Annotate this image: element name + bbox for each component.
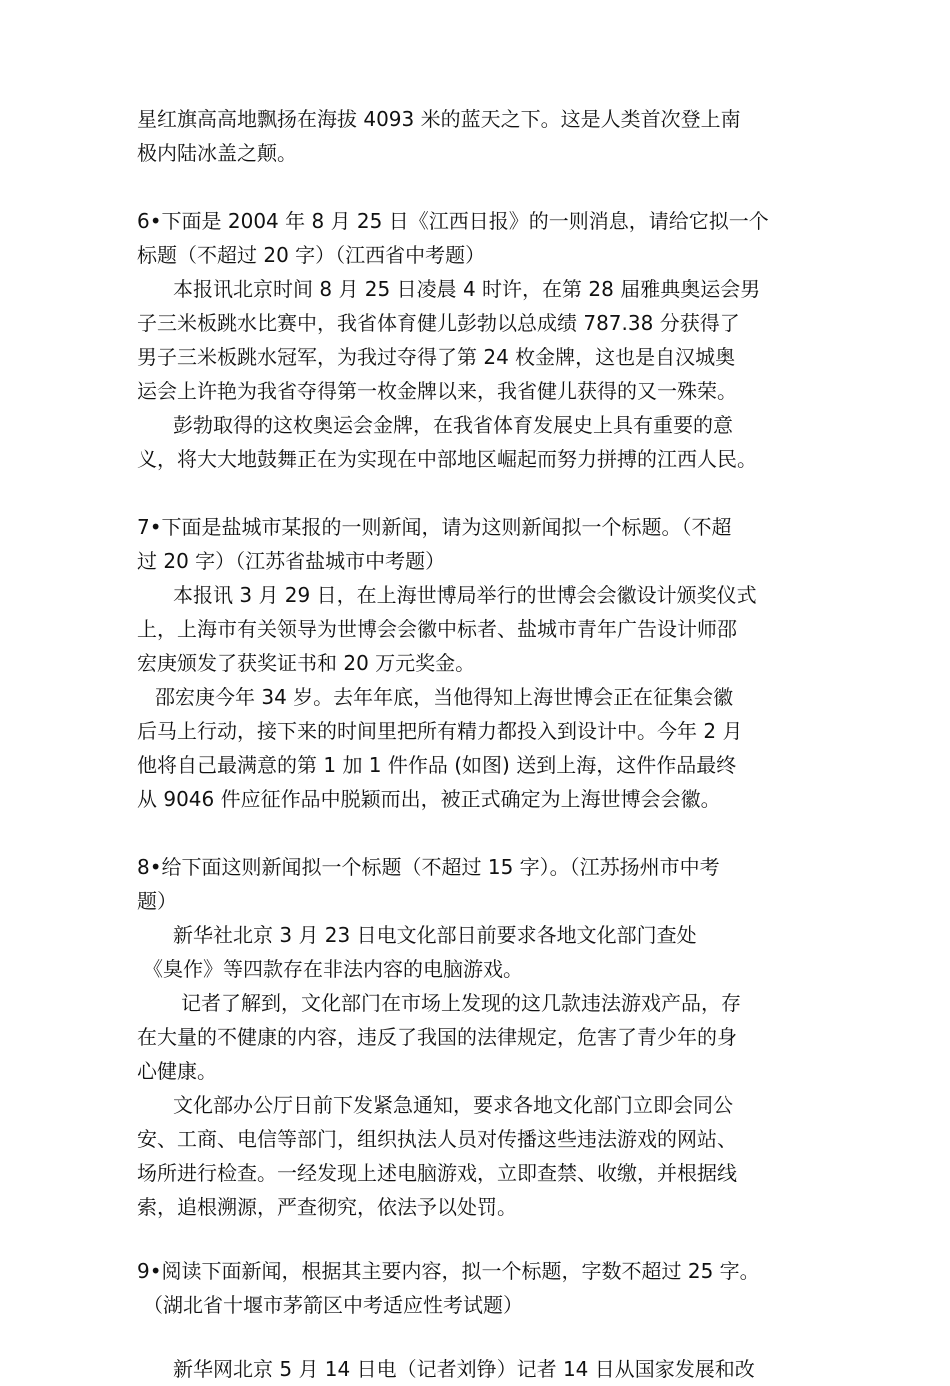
paragraph-line: 文化部办公厅日前下发紧急通知，要求各地文化部门立即会同公 <box>173 1093 733 1117</box>
paragraph-line: 宏庚颁发了获奖证书和 20 万元奖金。 <box>137 651 476 675</box>
question-9-heading-cont: （湖北省十堰市茅箭区中考适应性考试题） <box>143 1293 523 1317</box>
paragraph-line: 本报讯北京时间 8 月 25 日凌晨 4 时许，在第 28 届雅典奥运会男 <box>173 277 761 301</box>
paragraph-line: 子三米板跳水比赛中，我省体育健儿彭勃以总成绩 787.38 分获得了 <box>137 311 740 335</box>
paragraph-line: 运会上许艳为我省夺得第一枚金牌以来，我省健儿获得的又一殊荣。 <box>137 379 737 403</box>
paragraph-line: 新华网北京 5 月 14 日电（记者刘铮）记者 14 日从国家发展和改 <box>173 1357 755 1381</box>
spacer <box>137 1224 817 1254</box>
question-7-heading: 7•下面是盐城市某报的一则新闻，请为这则新闻拟一个标题。（不超 <box>137 515 732 539</box>
paragraph-line: 邵宏庚今年 34 岁。去年年底，当他得知上海世博会正在征集会徽 <box>155 685 734 709</box>
paragraph-line: 他将自己最满意的第 1 加 1 件作品 (如图) 送到上海，这件作品最终 <box>137 753 737 777</box>
paragraph-line: 在大量的不健康的内容，违反了我国的法律规定，危害了青少年的身 <box>137 1025 737 1049</box>
paragraph-line: 索，追根溯源，严查彻究，依法予以处罚。 <box>137 1195 517 1219</box>
spacer <box>137 1322 817 1352</box>
question-8-heading-cont: 题） <box>137 889 177 913</box>
paragraph-line: 记者了解到，文化部门在市场上发现的这几款违法游戏产品，存 <box>181 991 741 1015</box>
document-body <box>137 102 817 1386</box>
paragraph-line: 新华社北京 3 月 23 日电文化部日前要求各地文化部门查处 <box>173 923 697 947</box>
paragraph-line: 本报讯 3 月 29 日，在上海世博局举行的世博会会徽设计颁奖仪式 <box>173 583 757 607</box>
spacer <box>137 816 817 850</box>
spacer <box>137 476 817 510</box>
question-9-heading: 9•阅读下面新闻，根据其主要内容，拟一个标题，字数不超过 25 字。 <box>137 1259 760 1283</box>
paragraph-line: 上，上海市有关领导为世博会会徽中标者、盐城市青年广告设计师邵 <box>137 617 737 641</box>
spacer <box>137 170 817 204</box>
question-6-heading-cont: 标题（不超过 20 字）（江西省中考题） <box>137 243 486 267</box>
paragraph-line: 心健康。 <box>137 1059 217 1083</box>
paragraph-line: 后马上行动，接下来的时间里把所有精力都投入到设计中。今年 2 月 <box>137 719 743 743</box>
question-6-heading: 6•下面是 2004 年 8 月 25 日《江西日报》的一则消息，请给它拟一个 <box>137 209 769 233</box>
paragraph-line: 从 9046 件应征作品中脱颖而出，被正式确定为上海世博会会徽。 <box>137 787 721 811</box>
paragraph-line: 《臭作》等四款存在非法内容的电脑游戏。 <box>143 957 523 981</box>
paragraph-line: 场所进行检查。一经发现上述电脑游戏，立即查禁、收缴，并根据线 <box>137 1161 737 1185</box>
question-7-heading-cont: 过 20 字）（江苏省盐城市中考题） <box>137 549 446 573</box>
paragraph-line: 极内陆冰盖之颠。 <box>137 141 297 165</box>
paragraph-line: 彭勃取得的这枚奥运会金牌，在我省体育发展史上具有重要的意 <box>173 413 733 437</box>
paragraph-line: 义，将大大地鼓舞正在为实现在中部地区崛起而努力拼搏的江西人民。 <box>137 447 757 471</box>
question-8-heading: 8•给下面这则新闻拟一个标题（不超过 15 字）。（江苏扬州市中考 <box>137 855 720 879</box>
paragraph-line: 安、工商、电信等部门，组织执法人员对传播这些违法游戏的网站、 <box>137 1127 737 1151</box>
paragraph-line: 星红旗高高地飘扬在海拔 4093 米的蓝天之下。这是人类首次登上南 <box>137 107 741 131</box>
paragraph-line: 男子三米板跳水冠军，为我过夺得了第 24 枚金牌，这也是自汉城奥 <box>137 345 736 369</box>
